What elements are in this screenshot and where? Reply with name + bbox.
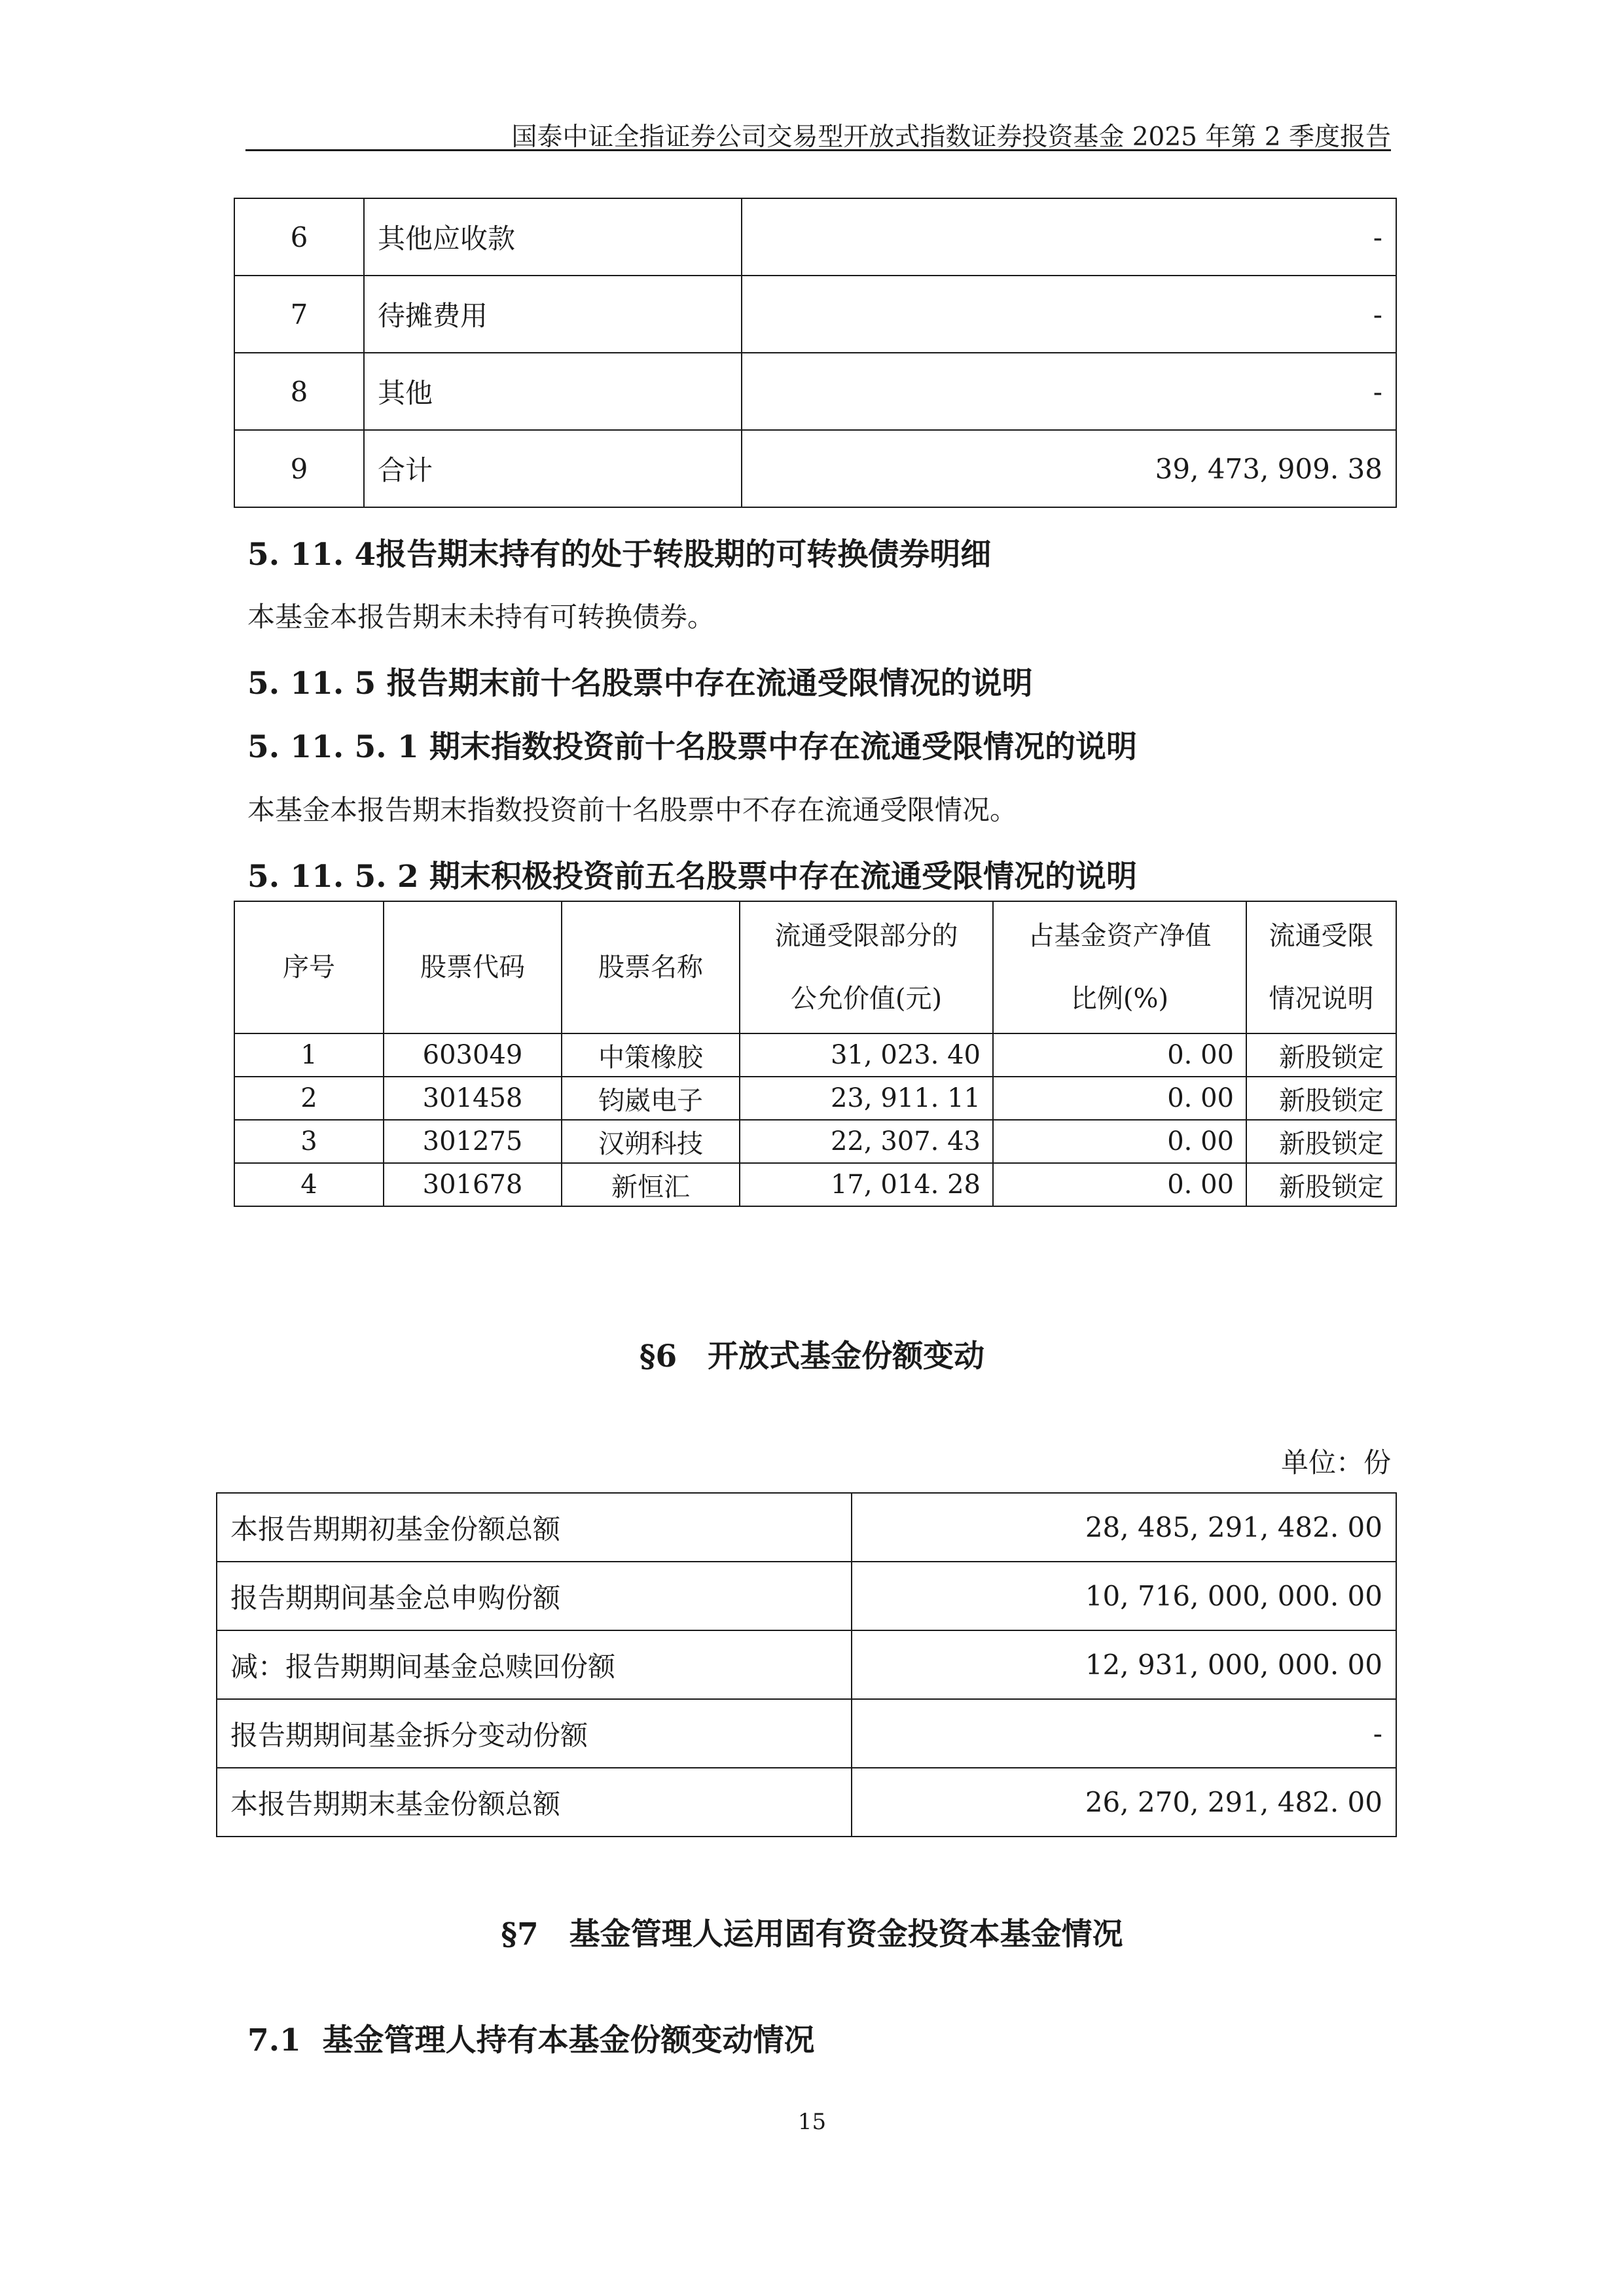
- restricted-stocks-table: [234, 901, 1397, 1207]
- shares-label: 减：报告期期间基金总赎回份额: [217, 1630, 852, 1699]
- cell-name: 新恒汇: [562, 1163, 740, 1206]
- heading-5-11-5-2: 5. 11. 5. 2 期末积极投资前五名股票中存在流通受限情况的说明: [247, 859, 1138, 895]
- cell-nav-ratio: 0. 00: [993, 1033, 1246, 1077]
- page-header-title: 国泰中证全指证券公司交易型开放式指数证券投资基金 2025 年第 2 季度报告: [511, 122, 1391, 152]
- cell-name: 钧崴电子: [562, 1077, 740, 1120]
- section-6-title: §6 开放式基金份额变动: [639, 1338, 985, 1374]
- cell-nav-ratio: 0. 00: [993, 1120, 1246, 1163]
- table-row: [234, 1033, 1396, 1077]
- header-seq: 序号: [234, 901, 384, 1033]
- heading-5-11-5: 5. 11. 5 报告期末前十名股票中存在流通受限情况的说明: [247, 666, 1033, 702]
- cell-fair-value: 31, 023. 40: [740, 1033, 993, 1077]
- header-nav-ratio: 占基金资产净值比例(%): [993, 901, 1246, 1033]
- row-number: 6: [234, 198, 364, 276]
- cell-nav-ratio: 0. 00: [993, 1077, 1246, 1120]
- unit-label: 单位：份: [1280, 1446, 1391, 1479]
- shares-value: 12, 931, 000, 000. 00: [852, 1630, 1396, 1699]
- cell-note: 新股锁定: [1246, 1077, 1396, 1120]
- item-value: 39, 473, 909. 38: [742, 430, 1396, 507]
- fund-shares-change-table: [216, 1492, 1397, 1837]
- heading-7-1: 7.1 基金管理人持有本基金份额变动情况: [247, 2022, 815, 2058]
- row-number: 8: [234, 353, 364, 430]
- cell-code: 301458: [384, 1077, 562, 1120]
- table-header-row: [234, 901, 1396, 1033]
- cell-code: 301678: [384, 1163, 562, 1206]
- table-row: [217, 1562, 1396, 1630]
- cell-code: 301275: [384, 1120, 562, 1163]
- cell-note: 新股锁定: [1246, 1120, 1396, 1163]
- section-7-title: §7 基金管理人运用固有资金投资本基金情况: [501, 1916, 1123, 1952]
- cell-fair-value: 22, 307. 43: [740, 1120, 993, 1163]
- cell-code: 603049: [384, 1033, 562, 1077]
- other-assets-table: [234, 198, 1397, 508]
- table-row: [234, 430, 1396, 507]
- item-name: 合计: [364, 430, 742, 507]
- item-name: 待摊费用: [364, 276, 742, 353]
- header-note: 流通受限情况说明: [1246, 901, 1396, 1033]
- table-row: [234, 276, 1396, 353]
- shares-value: 26, 270, 291, 482. 00: [852, 1768, 1396, 1837]
- cell-fair-value: 23, 911. 11: [740, 1077, 993, 1120]
- page-number: 15: [797, 2109, 827, 2135]
- table-row: [234, 198, 1396, 276]
- table-row: [234, 1120, 1396, 1163]
- item-value: -: [742, 276, 1396, 353]
- table-row: [217, 1493, 1396, 1562]
- row-number: 7: [234, 276, 364, 353]
- header-code: 股票代码: [384, 901, 562, 1033]
- table-row: [234, 1163, 1396, 1206]
- cell-seq: 1: [234, 1033, 384, 1077]
- item-value: -: [742, 353, 1396, 430]
- heading-5-11-5-1: 5. 11. 5. 1 期末指数投资前十名股票中存在流通受限情况的说明: [247, 729, 1138, 765]
- cell-nav-ratio: 0. 00: [993, 1163, 1246, 1206]
- shares-label: 报告期期间基金拆分变动份额: [217, 1699, 852, 1768]
- heading-5-11-4: 5. 11. 4报告期末持有的处于转股期的可转换债券明细: [247, 537, 992, 573]
- header-rule: [245, 149, 1391, 151]
- paragraph-5-11-5-1: 本基金本报告期末指数投资前十名股票中不存在流通受限情况。: [247, 794, 1018, 826]
- table-row: [234, 1077, 1396, 1120]
- item-name: 其他: [364, 353, 742, 430]
- header-name: 股票名称: [562, 901, 740, 1033]
- shares-value: 10, 716, 000, 000. 00: [852, 1562, 1396, 1630]
- cell-seq: 4: [234, 1163, 384, 1206]
- cell-name: 汉朔科技: [562, 1120, 740, 1163]
- cell-seq: 3: [234, 1120, 384, 1163]
- shares-label: 报告期期间基金总申购份额: [217, 1562, 852, 1630]
- table-row: [217, 1630, 1396, 1699]
- cell-seq: 2: [234, 1077, 384, 1120]
- shares-label: 本报告期期初基金份额总额: [217, 1493, 852, 1562]
- cell-fair-value: 17, 014. 28: [740, 1163, 993, 1206]
- shares-value: -: [852, 1699, 1396, 1768]
- cell-note: 新股锁定: [1246, 1033, 1396, 1077]
- cell-note: 新股锁定: [1246, 1163, 1396, 1206]
- cell-name: 中策橡胶: [562, 1033, 740, 1077]
- paragraph-5-11-4: 本基金本报告期末未持有可转换债券。: [247, 601, 715, 633]
- table-row: [217, 1699, 1396, 1768]
- item-value: -: [742, 198, 1396, 276]
- shares-label: 本报告期期末基金份额总额: [217, 1768, 852, 1837]
- table-row: [234, 353, 1396, 430]
- table-row: [217, 1768, 1396, 1837]
- item-name: 其他应收款: [364, 198, 742, 276]
- shares-value: 28, 485, 291, 482. 00: [852, 1493, 1396, 1562]
- row-number: 9: [234, 430, 364, 507]
- header-fair-value: 流通受限部分的公允价值(元): [740, 901, 993, 1033]
